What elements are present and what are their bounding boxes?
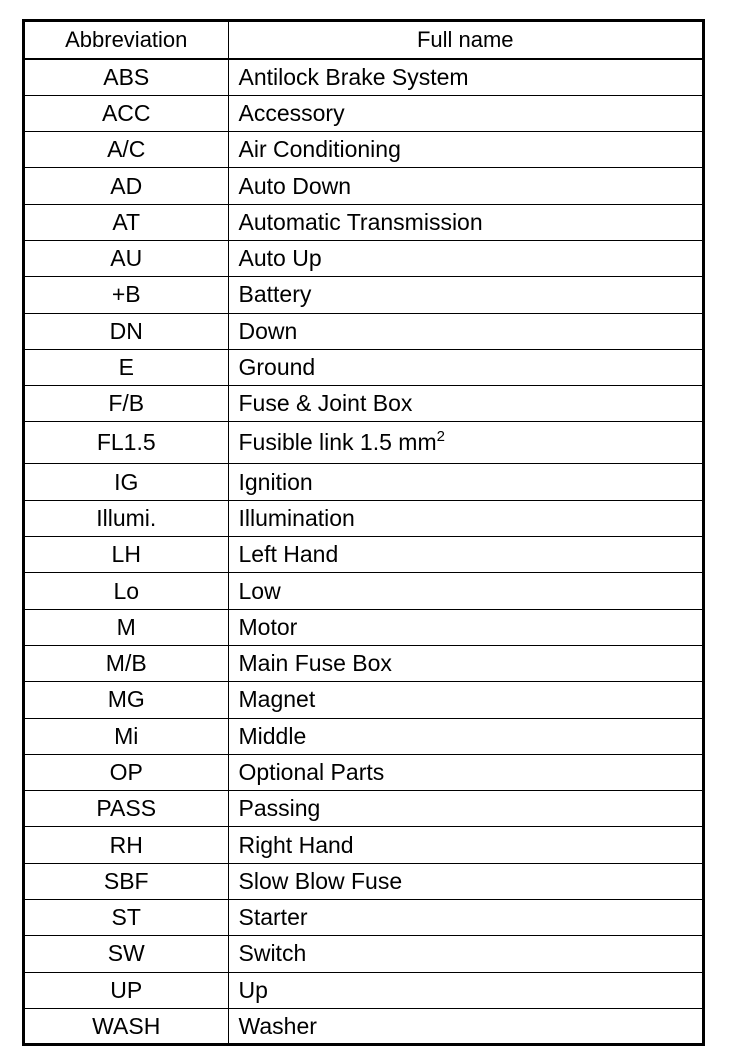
full-name-cell: Auto Down [228,168,702,204]
full-name-cell: Up [228,972,702,1008]
full-name-cell: Switch [228,936,702,972]
abbreviation-cell: FL1.5 [25,422,228,464]
table-row [25,791,702,827]
abbreviation-cell: M [25,609,228,645]
full-name-cell: Magnet [228,682,702,718]
abbreviation-cell: UP [25,972,228,1008]
abbreviation-cell: OP [25,754,228,790]
table-row [25,754,702,790]
full-name-cell: Passing [228,791,702,827]
full-name-cell: Motor [228,609,702,645]
table-row [25,240,702,276]
abbreviation-cell: F/B [25,386,228,422]
abbreviation-cell: IG [25,464,228,500]
full-name-text: Fusible link 1.5 mm [238,429,437,456]
abbreviation-cell: ST [25,900,228,936]
full-name-cell: Auto Up [228,240,702,276]
full-name-cell: Automatic Transmission [228,204,702,240]
header-row [25,22,702,59]
table-row [25,682,702,718]
full-name-cell: Battery [228,277,702,313]
abbreviation-table-frame [22,19,705,1046]
full-name-cell: Ignition [228,464,702,500]
table-row [25,1008,702,1044]
abbreviation-cell: ABS [25,59,228,95]
abbreviation-cell: AT [25,204,228,240]
table-row [25,537,702,573]
full-name-cell: Down [228,313,702,349]
abbreviation-cell: SW [25,936,228,972]
full-name-cell: Starter [228,900,702,936]
table-row [25,59,702,95]
table-row [25,349,702,385]
full-name-cell: Fuse & Joint Box [228,386,702,422]
abbreviation-cell: WASH [25,1008,228,1044]
full-name-cell: Air Conditioning [228,132,702,168]
abbreviation-cell: MG [25,682,228,718]
table-row [25,573,702,609]
table-row [25,972,702,1008]
abbreviation-cell: ACC [25,95,228,131]
abbreviation-cell: Illumi. [25,500,228,536]
abbreviation-cell: +B [25,277,228,313]
abbreviation-table [25,22,702,1045]
abbreviation-cell: M/B [25,645,228,681]
abbreviation-cell: LH [25,537,228,573]
table-row [25,609,702,645]
table-row [25,422,702,464]
full-name-cell: Washer [228,1008,702,1044]
header-full-name: Full name [228,22,702,59]
abbreviation-cell: PASS [25,791,228,827]
full-name-cell: Accessory [228,95,702,131]
superscript: 2 [436,428,445,446]
full-name-cell: Optional Parts [228,754,702,790]
abbreviation-cell: AU [25,240,228,276]
table-row [25,204,702,240]
full-name-cell: Main Fuse Box [228,645,702,681]
full-name-cell: Ground [228,349,702,385]
full-name-cell: Illumination [228,500,702,536]
table-row [25,95,702,131]
table-row [25,464,702,500]
abbreviation-cell: AD [25,168,228,204]
header-abbreviation: Abbreviation [25,22,228,59]
table-row [25,313,702,349]
abbreviation-cell: Mi [25,718,228,754]
table-row [25,863,702,899]
table-row [25,386,702,422]
abbreviation-cell: E [25,349,228,385]
table-row [25,168,702,204]
table-row [25,500,702,536]
full-name-cell [228,422,702,464]
full-name-cell: Right Hand [228,827,702,863]
table-body [25,59,702,1045]
abbreviation-cell: SBF [25,863,228,899]
table-row [25,900,702,936]
full-name-cell: Middle [228,718,702,754]
table-row [25,718,702,754]
full-name-cell: Slow Blow Fuse [228,863,702,899]
abbreviation-cell: RH [25,827,228,863]
table-row [25,132,702,168]
full-name-cell: Low [228,573,702,609]
table-row [25,277,702,313]
table-row [25,645,702,681]
abbreviation-cell: A/C [25,132,228,168]
full-name-cell: Antilock Brake System [228,59,702,95]
abbreviation-cell: Lo [25,573,228,609]
table-row [25,827,702,863]
table-header [25,22,702,59]
table-row [25,936,702,972]
full-name-cell: Left Hand [228,537,702,573]
abbreviation-cell: DN [25,313,228,349]
